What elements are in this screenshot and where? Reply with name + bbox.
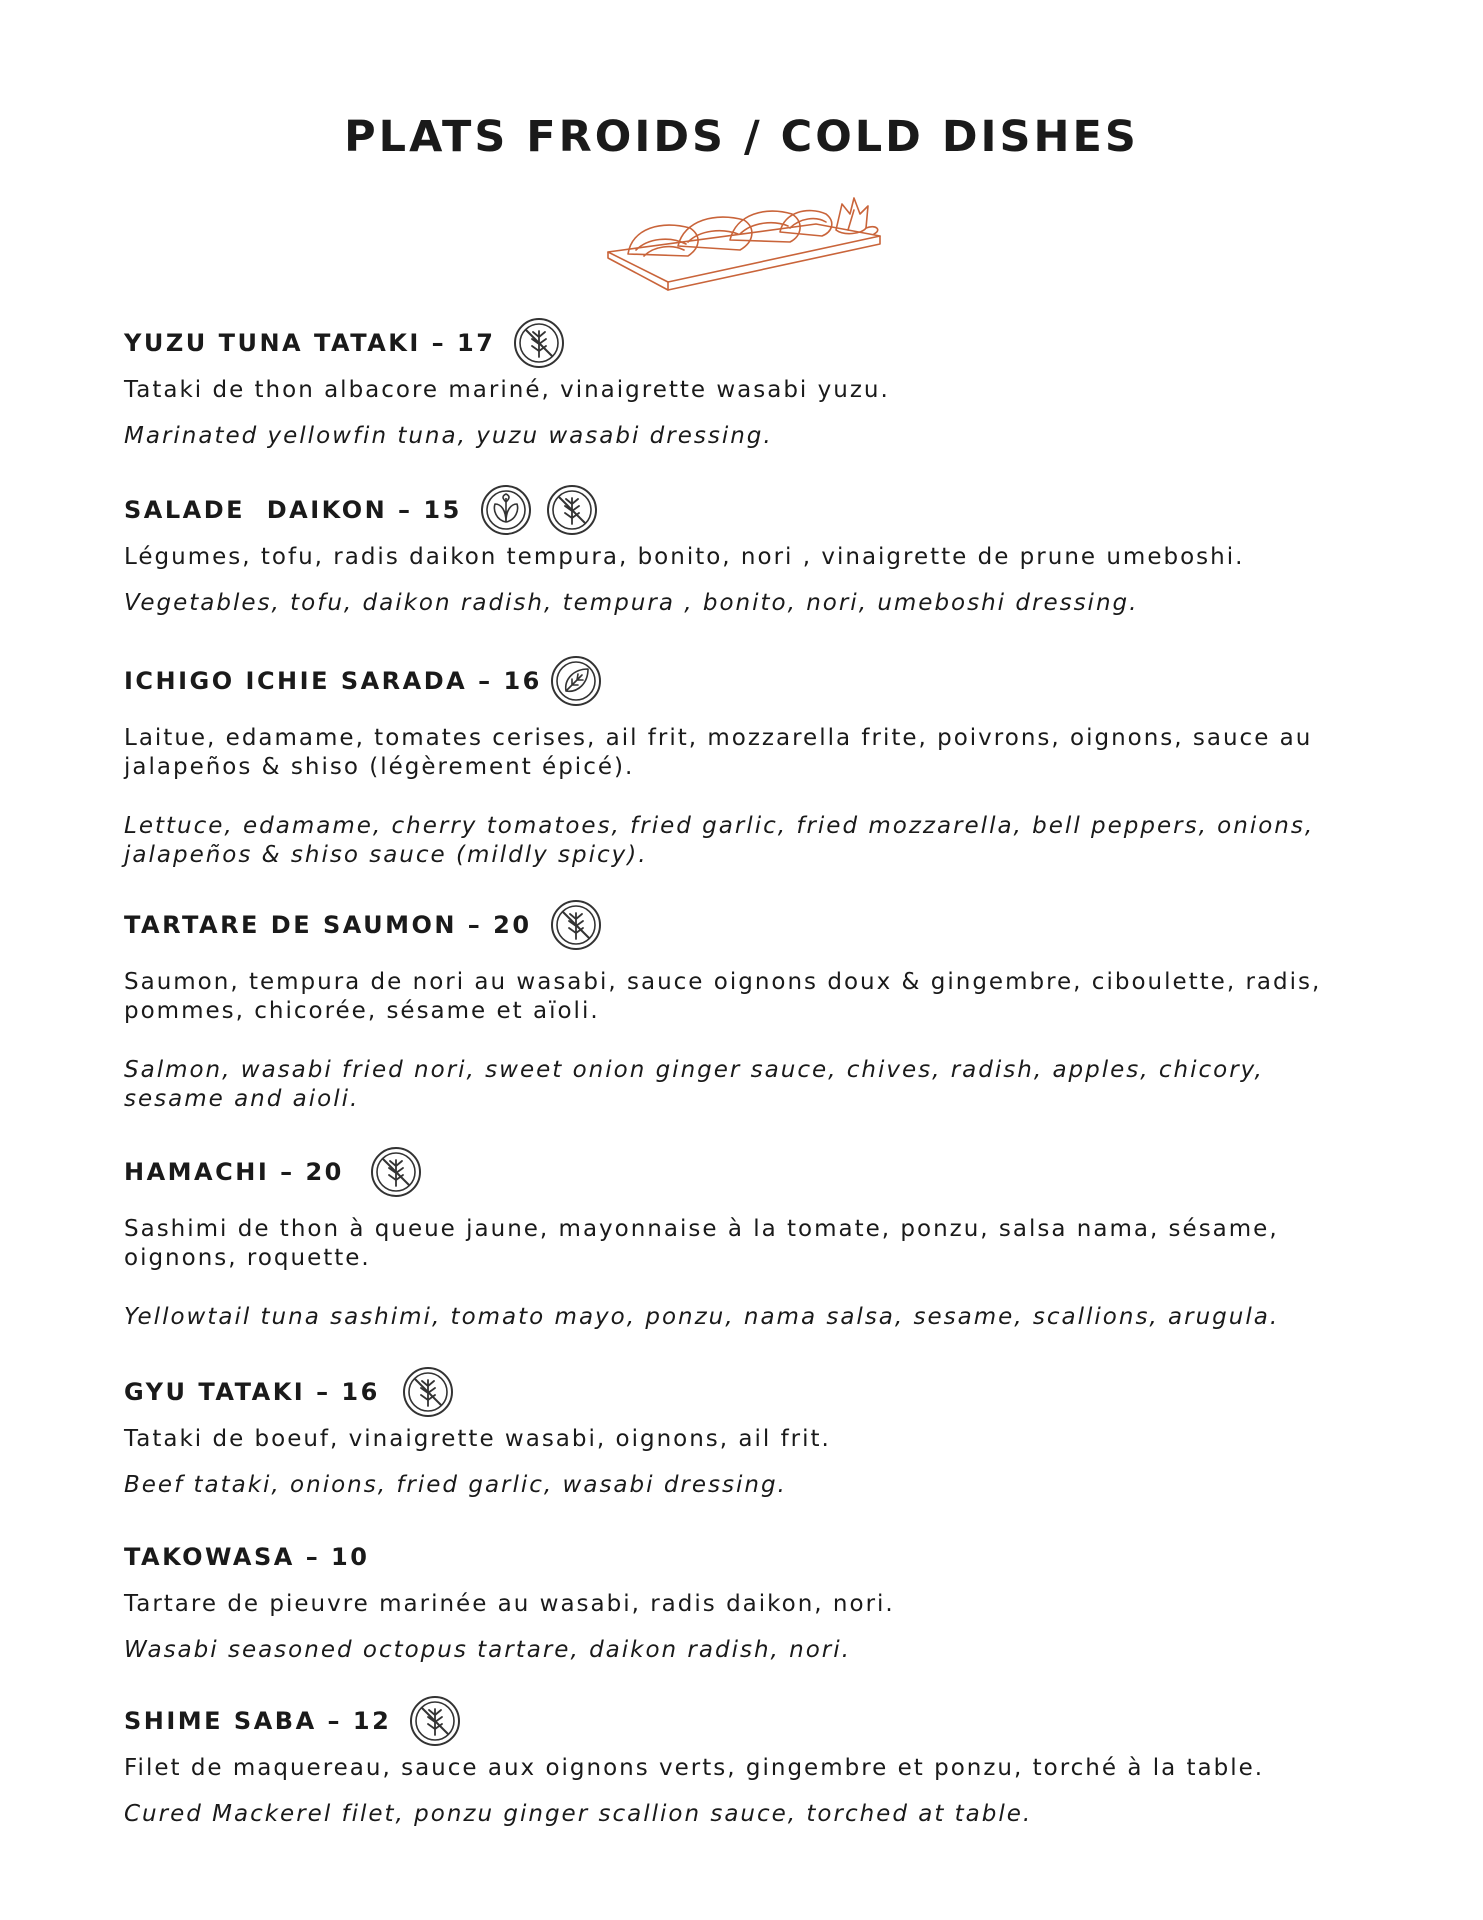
item-title-text: ICHIGO ICHIE SARADA – 16 [124,667,542,695]
menu-item [124,483,1364,618]
item-description-en: Lettuce, edamame, cherry tomatoes, fried garlic, fried mozzarella, bell peppers, onions, jalapeños & shiso sauce (mildly spicy). [124,813,1315,868]
item-description-en: Cured Mackerel filet, ponzu ginger scallion sauce, torched at table. [124,1801,1033,1827]
item-description-fr: Laitue, edamame, tomates cerises, ail frit, mozzarella frite, poivrons, oignons, sauce au jalapeños & shiso (légèrement épicé). [124,725,1313,780]
item-title [124,1694,1364,1748]
item-title-text: HAMACHI – 20 [124,1158,344,1186]
gluten-free-icon [550,899,602,951]
item-description-fr: Sashimi de thon à queue jaune, mayonnaise à la tomate, ponzu, salsa nama, sésame, oignons, roquette. [124,1216,1279,1271]
item-description-en: Yellowtail tuna sashimi, tomato mayo, ponzu, nama salsa, sesame, scallions, arugula. [124,1304,1280,1330]
menu-item [124,1694,1364,1829]
item-description-en: Marinated yellowfin tuna, yuzu wasabi dressing. [124,423,773,449]
gluten-free-icon [546,484,598,536]
item-title [124,898,1364,952]
menu-item [124,898,1364,1114]
item-description-fr: Saumon, tempura de nori au wasabi, sauce oignons doux & gingembre, ciboulette, radis, pommes, chicorée, sésame et aïoli. [124,969,1322,1024]
menu-item [124,654,1364,870]
page-title: PLATS FROIDS / COLD DISHES [344,112,1139,162]
menu-item [124,1365,1364,1500]
item-title-text: GYU TATAKI – 16 [124,1378,380,1406]
item-title [124,1365,1364,1419]
item-title-text: SALADE DAIKON – 15 [124,496,462,524]
gluten-free-icon [402,1366,454,1418]
item-title [124,316,1364,370]
item-title [124,483,1364,537]
gluten-free-icon [409,1695,461,1747]
menu-item [124,316,1364,451]
item-description-en: Vegetables, tofu, daikon radish, tempura , bonito, nori, umeboshi dressing. [124,590,1139,616]
item-title-text: SHIME SABA – 12 [124,1707,392,1735]
vegan-icon [480,484,532,536]
gluten-free-icon [513,317,565,369]
item-description-fr: Légumes, tofu, radis daikon tempura, bonito, nori , vinaigrette de prune umeboshi. [124,544,1245,570]
item-description-en: Beef tataki, onions, fried garlic, wasabi dressing. [124,1472,787,1498]
sashimi-board-illustration [604,184,884,304]
item-title-text: TARTARE DE SAUMON – 20 [124,911,532,939]
item-description-en: Wasabi seasoned octopus tartare, daikon radish, nori. [124,1637,851,1663]
item-description-fr: Tataki de thon albacore mariné, vinaigrette wasabi yuzu. [124,377,890,403]
item-description-fr: Filet de maquereau, sauce aux oignons verts, gingembre et ponzu, torché à la table. [124,1755,1265,1781]
item-title-text: TAKOWASA – 10 [124,1543,370,1571]
item-description-en: Salmon, wasabi fried nori, sweet onion ginger sauce, chives, radish, apples, chicory, sesame and aioli. [124,1057,1264,1112]
vegetarian-leaf-icon [550,655,602,707]
item-title [124,1530,1364,1584]
item-title-text: YUZU TUNA TATAKI – 17 [124,329,496,357]
gluten-free-icon [370,1146,422,1198]
menu-item [124,1145,1364,1332]
item-title [124,1145,1364,1199]
item-description-fr: Tataki de boeuf, vinaigrette wasabi, oignons, ail frit. [124,1426,831,1452]
item-title [124,654,1364,708]
item-description-fr: Tartare de pieuvre marinée au wasabi, radis daikon, nori. [124,1591,895,1617]
menu-item [124,1530,1364,1665]
